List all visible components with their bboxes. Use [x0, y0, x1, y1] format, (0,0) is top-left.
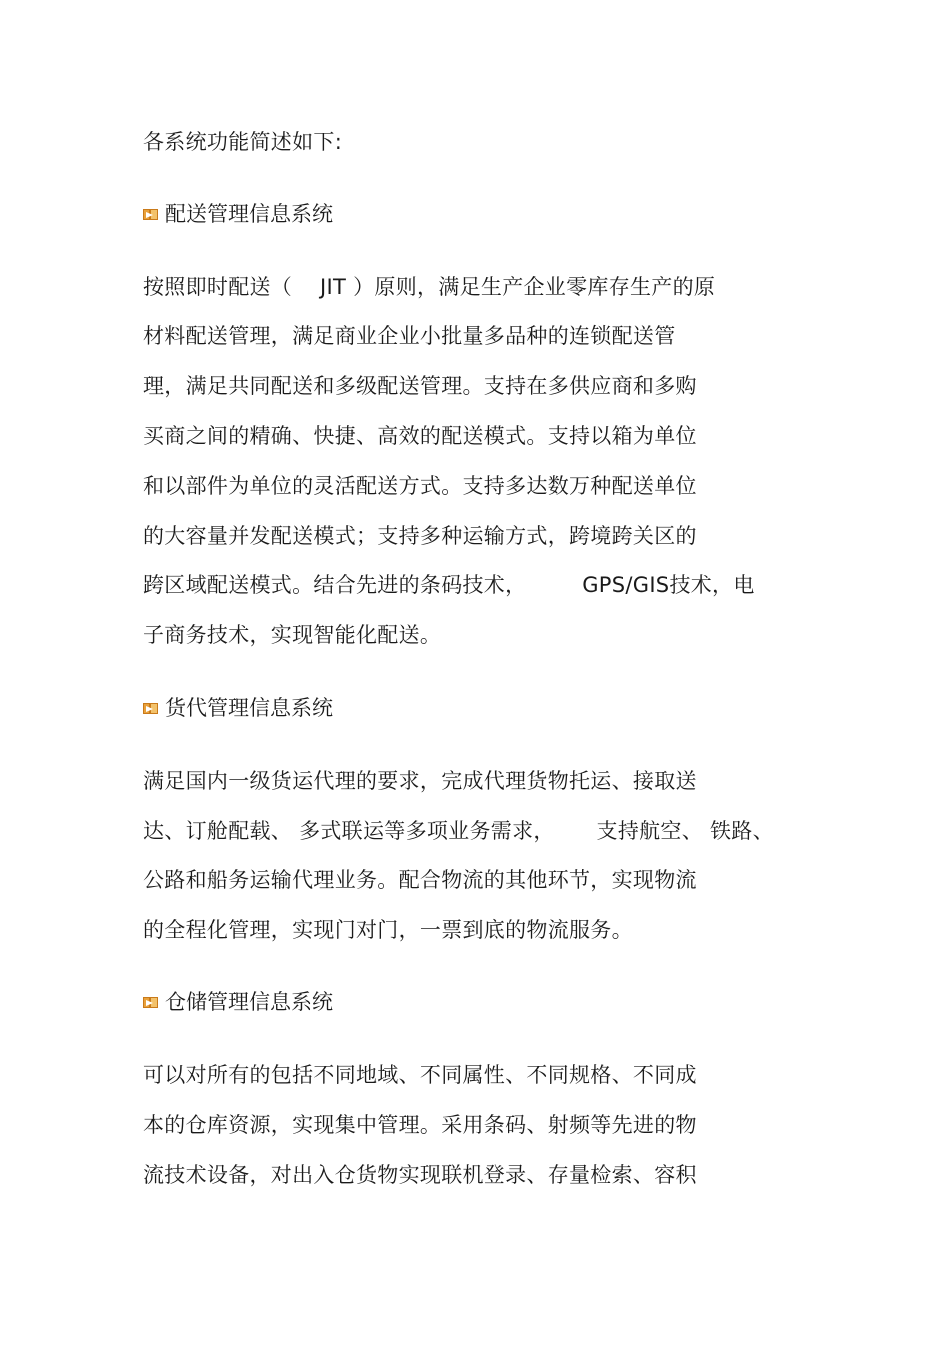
intro-text: 各系统功能简述如下: [143, 130, 343, 154]
paragraph-line: 达、订舱配载、 多式联运等多项业务需求， 支持航空、 铁路、 [143, 819, 774, 843]
bullet-arrow-icon [143, 702, 158, 715]
paragraph-line: 的大容量并发配送模式；支持多种运输方式，跨境跨关区的 [143, 524, 697, 548]
bullet-arrow-icon [143, 996, 158, 1009]
paragraph-line: 公路和船务运输代理业务。配合物流的其他环节，实现物流 [143, 868, 697, 892]
section-heading-freight [143, 694, 333, 722]
paragraph-line: 跨区域配送模式。结合先进的条码技术， GPS/GIS技术，电 [143, 573, 755, 597]
paragraph-line: 的全程化管理，实现门对门，一票到底的物流服务。 [143, 918, 633, 942]
section-heading-delivery [143, 200, 333, 228]
paragraph-line: 按照即时配送（ JIT ）原则，满足生产企业零库存生产的原 [143, 275, 716, 299]
bullet-arrow-icon [143, 208, 158, 221]
paragraph-line: 满足国内一级货运代理的要求，完成代理货物托运、接取送 [143, 769, 697, 793]
paragraph-line: 材料配送管理，满足商业企业小批量多品种的连锁配送管 [143, 324, 676, 348]
paragraph-line: 可以对所有的包括不同地域、不同属性、不同规格、不同成 [143, 1063, 697, 1087]
paragraph-line: 流技术设备，对出入仓货物实现联机登录、存量检索、容积 [143, 1163, 697, 1187]
paragraph-line: 本的仓库资源，实现集中管理。采用条码、射频等先进的物 [143, 1113, 697, 1137]
section-title: 配送管理信息系统 [165, 202, 333, 226]
section-heading-warehouse [143, 988, 333, 1016]
paragraph-line: 和以部件为单位的灵活配送方式。支持多达数万种配送单位 [143, 474, 697, 498]
paragraph-line: 买商之间的精确、快捷、高效的配送模式。支持以箱为单位 [143, 424, 697, 448]
paragraph-line: 子商务技术，实现智能化配送。 [143, 623, 442, 647]
section-title: 仓储管理信息系统 [165, 990, 333, 1014]
section-title: 货代管理信息系统 [165, 696, 333, 720]
paragraph-line: 理，满足共同配送和多级配送管理。支持在多供应商和多购 [143, 374, 697, 398]
